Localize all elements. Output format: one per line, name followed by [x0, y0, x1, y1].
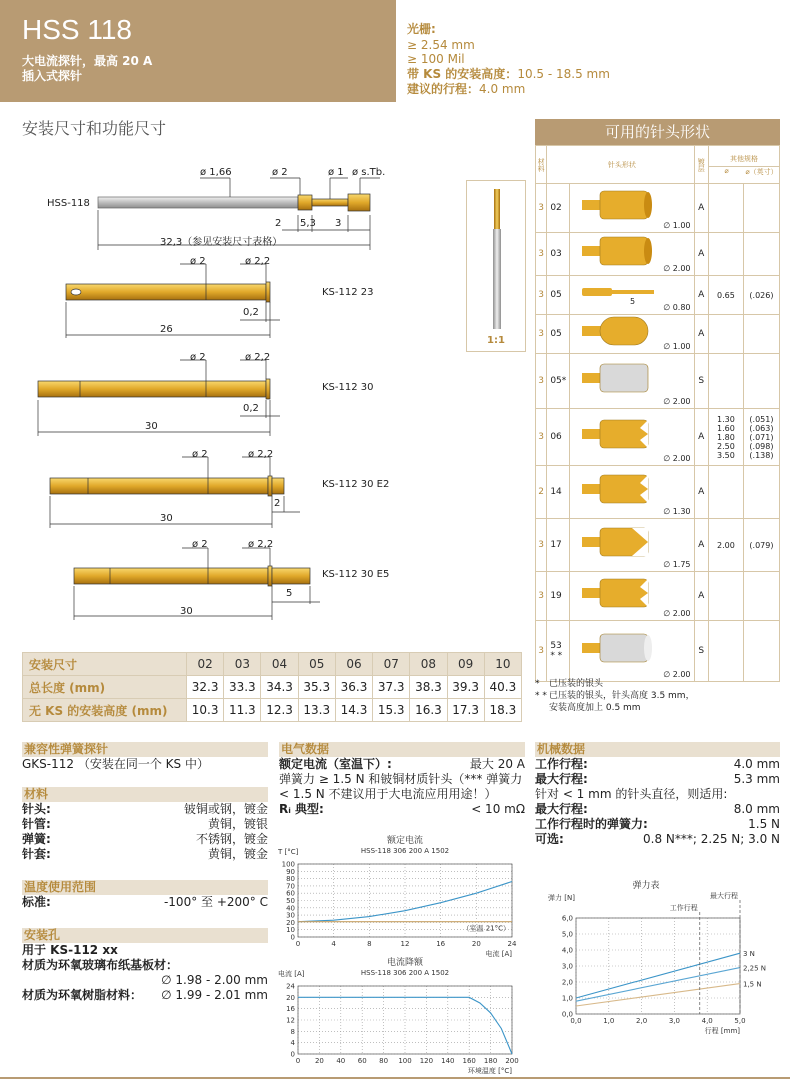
series-label: 1,5 N [743, 980, 762, 989]
mech-row: 可选: 0.8 N***; 2.25 N; 3.0 N [535, 832, 780, 846]
y-tick-label: 10 [286, 926, 295, 935]
y-axis-label: 弹力 [N] [548, 894, 575, 902]
cell: 33.3 [224, 676, 261, 699]
tip-row [536, 315, 780, 354]
tip-row [536, 519, 780, 572]
hole-title: 安装孔 [22, 928, 268, 943]
cell: 18.3 [484, 699, 521, 722]
electrical-section [279, 742, 525, 817]
x-tick-label: 4,0 [701, 1017, 713, 1025]
mech-note: 针对 < 1 mm 的针头直径，则适用: [535, 787, 728, 801]
tip-diameter: ∅ 1.75 [663, 560, 691, 569]
tip-material: 2 [536, 466, 547, 519]
tip-other-dia [708, 184, 743, 233]
electrical-row: Rᵢ 典型: < 10 mΩ [279, 802, 525, 816]
y-tick-label: 80 [286, 875, 295, 884]
cell: 34.3 [261, 676, 298, 699]
cell: 14.3 [335, 699, 372, 722]
y-tick-label: 12 [286, 1016, 295, 1025]
electrical-title: 电气数据 [279, 742, 525, 757]
tip-diameter: ∅ 2.00 [663, 609, 691, 618]
y-tick-label: 90 [286, 867, 295, 876]
cell: 12.3 [261, 699, 298, 722]
dimension-drawings [30, 160, 470, 630]
tip-material: 3 [536, 409, 547, 466]
x-axis-label: 行程 [mm] [704, 1027, 740, 1035]
dim-col: 09 [447, 653, 484, 676]
x-tick-label: 5,0 [734, 1017, 746, 1025]
tip-other-mil [743, 233, 779, 276]
y-tick-label: 50 [286, 897, 295, 905]
x-tick-label: 20 [471, 940, 481, 948]
spec-grid-label: 光栅: [407, 22, 436, 36]
hole-line2: 材质为环氧玻璃布纸基板材： [22, 958, 179, 972]
tip-other-mil [743, 354, 779, 409]
ks30e5-l1: 5 [286, 588, 293, 599]
material-row: 针管: 黄铜，镀银 [22, 817, 268, 831]
col-other: 其他规格 ⌀ ⌀（英寸） [708, 146, 779, 184]
col-plating: 镀层 [694, 146, 708, 184]
chart-title: 电流降额 [386, 958, 424, 968]
y-tick-label: 4,0 [561, 946, 573, 955]
col-material: 材料 [536, 146, 547, 184]
tip-other-dia [708, 572, 743, 621]
tip-other-dia [708, 621, 743, 682]
y-tick-label: 8 [290, 1027, 295, 1036]
y-tick-label: 0 [290, 933, 295, 942]
cell: 15.3 [373, 699, 410, 722]
x-tick-label: 140 [441, 1057, 455, 1065]
tip-diameter: ∅ 1.30 [663, 507, 691, 516]
ks30e5-d2: ø 2,2 [248, 539, 274, 550]
ks23-name: KS-112 23 [322, 287, 374, 298]
tip-notes: * 已压装的银头 * * 已压装的银头，针头高度 3.5 mm， 安装高度加上 0.5 mm [535, 679, 695, 713]
electrical-row: 额定电流（室温下）: 最大 20 A [279, 757, 525, 771]
x-tick-label: 12 [400, 940, 410, 948]
series-line [576, 984, 740, 1006]
tip-row [536, 354, 780, 409]
tip-other-dia: 0.65 [708, 276, 743, 315]
cell: 17.3 [447, 699, 484, 722]
tip-diameter: ∅ 0.80 [663, 303, 691, 312]
tip-diameter: ∅ 2.00 [663, 264, 691, 273]
hss-d4: ø s.Tb. [352, 167, 386, 178]
cell: 37.3 [373, 676, 410, 699]
derating-chart [278, 956, 528, 1078]
cell: 10.3 [187, 699, 224, 722]
tip-other-mil [743, 572, 779, 621]
tip-plating: A [694, 233, 708, 276]
material-row: 针套: 黄铜，镀金 [22, 847, 268, 861]
chart-title: 额定电流 [386, 836, 424, 846]
ks23-d2: ø 2,2 [245, 256, 271, 267]
y-tick-label: 16 [286, 1005, 295, 1014]
chart-title: 弹力表 [632, 881, 660, 891]
cell: 40.3 [484, 676, 521, 699]
temp-row: 标准: -100° 至 +200° C [22, 895, 268, 909]
x-tick-label: 3,0 [668, 1017, 680, 1025]
footer-line [0, 1077, 790, 1079]
hole-line3: 材质为环氧树脂材料： ∅ 1.99 - 2.01 mm [22, 988, 268, 1002]
x-tick-label: 20 [314, 1057, 324, 1065]
ks30e2-name: KS-112 30 E2 [322, 479, 390, 490]
tip-material: 3 [536, 572, 547, 621]
tips-title: 可用的针头形状 [535, 119, 780, 145]
x-tick-label: 0 [295, 1057, 301, 1065]
x-axis-label: 环境温度 [°C] [467, 1067, 512, 1075]
tip-shape-cup [569, 233, 694, 276]
x-tick-label: 180 [483, 1057, 498, 1065]
tip-material: 3 [536, 184, 547, 233]
tip-row [536, 233, 780, 276]
tip-other-mil [743, 315, 779, 354]
chart-subtitle: HSS-118 306 200 A 1502 [360, 847, 450, 855]
x-tick-label: 1,0 [603, 1017, 615, 1025]
y-tick-label: 40 [286, 904, 295, 913]
tip-other-mil [743, 621, 779, 682]
scale-label: 1:1 [487, 335, 505, 346]
tips-table [535, 145, 780, 682]
tip-other-dia: 2.00 [708, 519, 743, 572]
y-tick-label: 30 [286, 911, 295, 920]
x-tick-label: 100 [398, 1057, 412, 1065]
tip-code: 03 [547, 233, 570, 276]
y-tick-label: 100 [281, 860, 295, 869]
ks30e2-d1: ø 2 [192, 449, 208, 460]
spec-grid-mil: ≥ 100 Mil [407, 52, 465, 66]
product-subtitle: 大电流探针，最高 20 A 插入式探针 [22, 54, 153, 83]
x-tick-label: 40 [336, 1057, 346, 1065]
tip-shape-star [569, 466, 694, 519]
y-tick-label: 4 [290, 1039, 295, 1048]
tip-other-mil [743, 466, 779, 519]
col-shape: 针头形状 [547, 146, 694, 184]
tip-diameter: ∅ 1.00 [663, 221, 691, 230]
x-tick-label: 200 [505, 1057, 519, 1065]
tip-plating: A [694, 519, 708, 572]
x-tick-label: 24 [507, 940, 517, 948]
cell: 11.3 [224, 699, 261, 722]
ks30e2-l1: 2 [274, 498, 281, 509]
spec-install-height: 带 KS 的安装高度：10.5 - 18.5 mm [407, 67, 610, 81]
tip-shape-spear [569, 519, 694, 572]
tip-material: 3 [536, 354, 547, 409]
row-label: 总长度 (mm) [23, 676, 187, 699]
tip-other-dia [708, 315, 743, 354]
y-tick-label: 1,0 [561, 994, 573, 1003]
tip-row [536, 409, 780, 466]
tip-row [536, 184, 780, 233]
material-title: 材料 [22, 787, 268, 802]
table-row [23, 699, 522, 722]
hss-d2: ø 2 [272, 167, 288, 178]
tip-shape-silver [569, 354, 694, 409]
x-tick-label: 2,0 [636, 1017, 648, 1025]
table-row [23, 676, 522, 699]
series-label: 3 N [743, 950, 755, 959]
cell: 36.3 [335, 676, 372, 699]
hss-l3: 3 [335, 218, 342, 229]
dim-col: 03 [224, 653, 261, 676]
tip-other-dia [708, 233, 743, 276]
tip-material: 3 [536, 621, 547, 682]
dim-col: 06 [335, 653, 372, 676]
y-tick-label: 2,0 [561, 978, 573, 987]
series-line [576, 968, 740, 1002]
tip-material: 3 [536, 233, 547, 276]
tip-row [536, 466, 780, 519]
dim-col: 02 [187, 653, 224, 676]
temp-title: 温度使用范围 [22, 880, 268, 895]
tip-plating: A [694, 572, 708, 621]
cell: 13.3 [298, 699, 335, 722]
cell: 32.3 [187, 676, 224, 699]
dim-col: 05 [298, 653, 335, 676]
tip-diameter: ∅ 2.00 [663, 670, 691, 679]
ks30e5-name: KS-112 30 E5 [322, 569, 390, 580]
tip-other-mil: (.051) (.063) (.071) (.098) (.138) [743, 409, 779, 466]
tip-plating: A [694, 315, 708, 354]
tip-code: 17 [547, 519, 570, 572]
rated-current-chart [278, 832, 528, 958]
ks30-d1: ø 2 [190, 352, 206, 363]
hss-name: HSS-118 [47, 198, 90, 209]
tip-plating: A [694, 409, 708, 466]
hss-d1: ø 1,66 [200, 167, 232, 178]
electrical-note: 弹簧力 ≥ 1.5 N 和铍铜材质针头（*** 弹簧力 < 1.5 N 不建议用于大电流应用用途！） [279, 772, 523, 801]
tip-other-dia [708, 354, 743, 409]
mech-row: 最大行程: 5.3 mm [535, 772, 780, 786]
tip-plating: S [694, 354, 708, 409]
x-tick-label: 8 [367, 940, 372, 948]
tip-row [536, 572, 780, 621]
tip-shape-crown [569, 409, 694, 466]
spring-force-chart [540, 878, 785, 1048]
tip-plating: S [694, 621, 708, 682]
ks30-l1: 0,2 [243, 403, 259, 414]
mechanical-section [535, 742, 780, 847]
material-row: 针头: 铍铜或钢，镀金 [22, 802, 268, 816]
x-tick-label: 4 [331, 940, 336, 948]
hole-value2: ∅ 1.98 - 2.00 mm [161, 973, 268, 987]
tip-shape-serrated [569, 572, 694, 621]
ks23-total: 26 [160, 324, 173, 335]
series-line [576, 953, 740, 998]
section-title: 安装尺寸和功能尺寸 [22, 119, 167, 138]
ks23-l1: 0,2 [243, 307, 259, 318]
scale-box [466, 180, 526, 352]
cell: 38.3 [410, 676, 447, 699]
ks30-name: KS-112 30 [322, 382, 374, 393]
material-row: 弹簧: 不锈钢，镀金 [22, 832, 268, 846]
series-label: 2,25 N [743, 964, 767, 973]
y-tick-label: 0 [290, 1050, 295, 1059]
left-column [22, 742, 268, 1003]
y-tick-label: 24 [286, 982, 295, 991]
x-axis-label: 电流 [A] [485, 950, 512, 958]
tip-shape-needle [569, 276, 694, 315]
dim-header: 安装尺寸 [23, 653, 187, 676]
tip-code: 05* [547, 354, 570, 409]
marker-label: 工作行程 [669, 904, 698, 912]
x-tick-label: 16 [436, 940, 446, 948]
mech-row: 工作行程: 4.0 mm [535, 757, 780, 771]
tip-code: 19 [547, 572, 570, 621]
x-tick-label: 60 [357, 1057, 367, 1065]
cell: 39.3 [447, 676, 484, 699]
chart-annotation: （室温 21°C） [462, 924, 510, 933]
y-tick-label: 5,0 [561, 930, 573, 939]
hss-l1: 2 [275, 218, 282, 229]
product-title: HSS 118 [22, 14, 132, 45]
y-axis-label: 电流 [A] [278, 970, 305, 978]
tip-other-mil [743, 184, 779, 233]
tip-code: 53 * * [547, 621, 570, 682]
tip-diameter: ∅ 2.00 [663, 454, 691, 463]
tip-plating: A [694, 466, 708, 519]
hss-l2: 5,3 [300, 218, 316, 229]
chart-subtitle: HSS-118 306 200 A 1502 [360, 969, 450, 977]
tip-code: 05 [547, 276, 570, 315]
y-tick-label: 20 [286, 918, 295, 927]
spec-stroke: 建议的行程：4.0 mm [407, 82, 526, 96]
tip-other-dia [708, 466, 743, 519]
y-tick-label: 70 [286, 882, 295, 891]
mechanical-title: 机械数据 [535, 742, 780, 757]
hss-d3: ø 1 [328, 167, 344, 178]
install-dimension-table [22, 652, 522, 722]
tip-other-mil: (.026) [743, 276, 779, 315]
tip-code: 02 [547, 184, 570, 233]
x-tick-label: 120 [419, 1057, 434, 1065]
tip-length: 5 [629, 297, 636, 306]
y-tick-label: 60 [286, 889, 295, 898]
mech-row: 最大行程: 8.0 mm [535, 802, 780, 816]
ks30e2-total: 30 [160, 513, 173, 524]
tip-shape-round [569, 315, 694, 354]
mech-row: 工作行程时的弹簧力: 1.5 N [535, 817, 780, 831]
ks30e5-total: 30 [180, 606, 193, 617]
dim-col: 04 [261, 653, 298, 676]
y-tick-label: 0,0 [561, 1010, 573, 1019]
cell: 16.3 [410, 699, 447, 722]
tip-code: 14 [547, 466, 570, 519]
hole-line1: 用于 KS-112 xx [22, 943, 118, 957]
x-tick-label: 0 [295, 940, 301, 948]
tip-code: 05 [547, 315, 570, 354]
tip-plating: A [694, 276, 708, 315]
x-tick-label: 0,0 [570, 1017, 582, 1025]
y-tick-label: 20 [286, 993, 295, 1002]
compat-text: GKS-112 （安装在同一个 KS 中） [22, 757, 209, 771]
tip-other-dia: 1.30 1.60 1.80 2.50 3.50 [708, 409, 743, 466]
y-tick-label: 6,0 [561, 914, 573, 923]
tip-material: 3 [536, 276, 547, 315]
dim-col: 07 [373, 653, 410, 676]
marker-label: 最大行程 [710, 892, 738, 900]
tip-other-mil: (.079) [743, 519, 779, 572]
cell: 35.3 [298, 676, 335, 699]
dim-col: 08 [410, 653, 447, 676]
tip-shape-cyl [569, 184, 694, 233]
compat-title: 兼容性弹簧探针 [22, 742, 268, 757]
x-tick-label: 160 [462, 1057, 476, 1065]
y-axis-label: T [°C] [278, 848, 299, 856]
tip-row [536, 276, 780, 315]
tip-shape-silvercup [569, 621, 694, 682]
hss-total: 32,3（参见安装尺寸表格） [160, 237, 283, 248]
y-tick-label: 3,0 [561, 962, 573, 971]
ks30e2-d2: ø 2,2 [248, 449, 274, 460]
tip-plating: A [694, 184, 708, 233]
tip-material: 3 [536, 519, 547, 572]
spec-grid-mm: ≥ 2.54 mm [407, 38, 475, 52]
ks23-d1: ø 2 [190, 256, 206, 267]
ks30-total: 30 [145, 421, 158, 432]
ks30e5-d1: ø 2 [192, 539, 208, 550]
tip-code: 06 [547, 409, 570, 466]
tip-diameter: ∅ 2.00 [663, 397, 691, 406]
dim-col: 10 [484, 653, 521, 676]
tip-row [536, 621, 780, 682]
x-tick-label: 80 [379, 1057, 389, 1065]
tip-diameter: ∅ 1.00 [663, 342, 691, 351]
tip-material: 3 [536, 315, 547, 354]
row-label: 无 KS 的安装高度 (mm) [23, 699, 187, 722]
ks30-d2: ø 2,2 [245, 352, 271, 363]
